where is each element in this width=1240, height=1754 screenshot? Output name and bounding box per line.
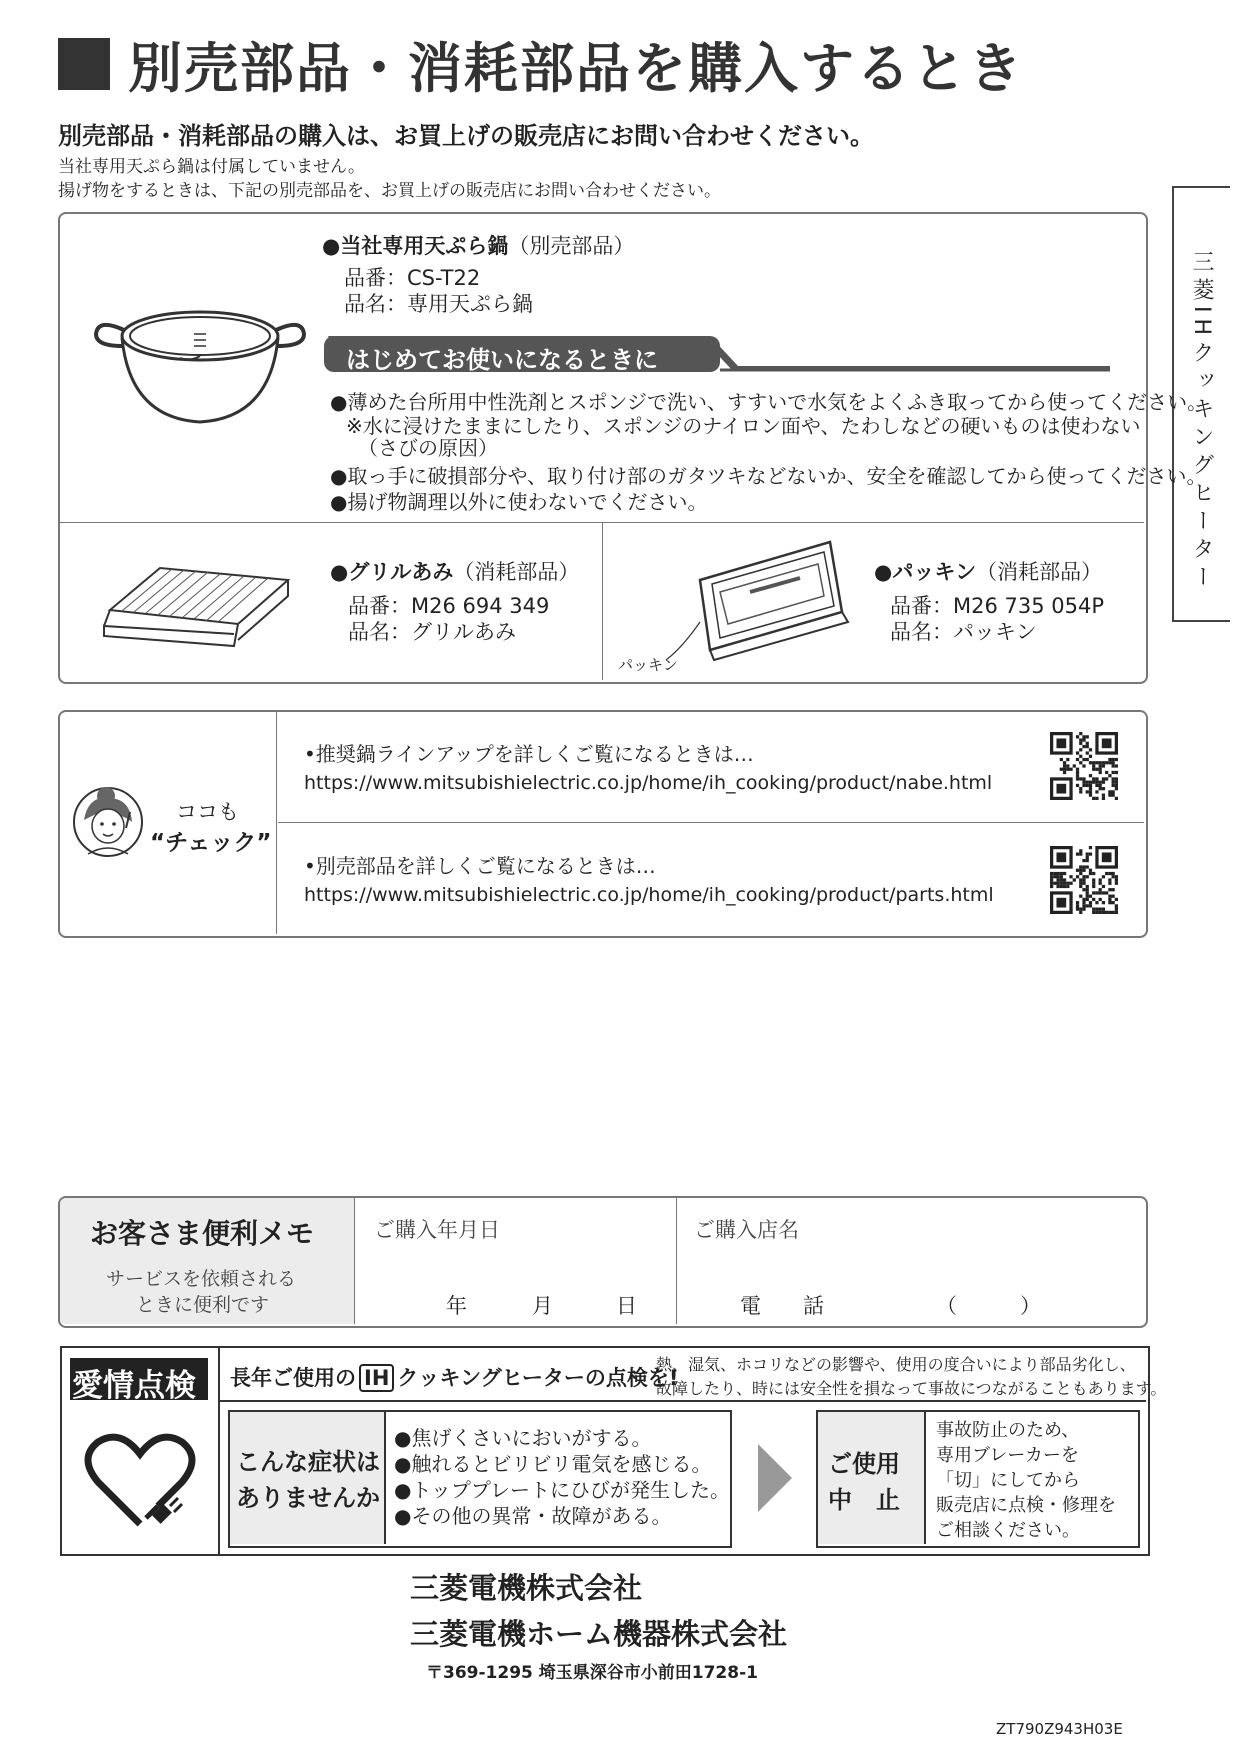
memo-title: お客さま便利メモ xyxy=(90,1217,315,1250)
symptom-title-1: こんな症状は xyxy=(236,1448,380,1476)
memo-tel-paren: （ ） xyxy=(936,1294,1041,1318)
memo-tel-label: 電 話 xyxy=(740,1294,824,1318)
company-name-1: 三菱電機株式会社 xyxy=(410,1571,643,1605)
aijo-headline: 長年ご使用の IH クッキングヒーターの点検を! xyxy=(230,1366,679,1390)
memo-divider-1 xyxy=(354,1198,355,1324)
stop-advice-3: 「切」にしてから xyxy=(936,1470,1080,1491)
first-use-banner-label: はじめてお使いになるときに xyxy=(346,346,658,374)
packing-callout-label: パッキン xyxy=(618,656,678,674)
symptom-check-4: ●その他の異常・故障がある。 xyxy=(394,1504,672,1528)
packing-door-image xyxy=(690,540,860,662)
tempura-pot-image xyxy=(90,298,310,438)
symptom-check-3: ●トッププレートにひびが発生した。 xyxy=(394,1478,731,1502)
symptom-divider xyxy=(384,1412,386,1544)
arrow-right-icon xyxy=(756,1442,794,1514)
check-item-1-text: •推奨鍋ラインアップを詳しくご覧になるときは… xyxy=(304,742,754,766)
grill-heading: ●グリルあみ（消耗部品） xyxy=(330,560,580,584)
packing-part-name: 品名：パッキン xyxy=(890,620,1037,644)
company-address: 〒369-1295 埼玉県深谷市小前田1728-1 xyxy=(426,1663,758,1683)
grill-part-name: 品名：グリルあみ xyxy=(348,620,516,644)
stop-advice-4: 販売店に点検・修理を xyxy=(936,1495,1116,1516)
check-label-2: “チェック” xyxy=(150,830,272,856)
parts-divider-v xyxy=(602,522,603,680)
sub-text-2: 揚げ物をするときは、下記の別売部品を、お買上げの販売店にお問い合わせください。 xyxy=(58,181,721,201)
check-divider-h xyxy=(278,822,1144,823)
side-tab-label: 三菱IHクッキングヒーター xyxy=(1189,250,1214,594)
tempura-note-2: ※水に浸けたままにしたり、スポンジのナイロン面や、たわしなどの硬いものは使わない xyxy=(346,414,1141,438)
stop-title-1: ご使用 xyxy=(828,1450,900,1478)
qr-code-icon-parts[interactable] xyxy=(1050,846,1118,914)
check-divider-v xyxy=(276,712,277,934)
memo-purchase-date-label: ご購入年月日 xyxy=(374,1218,500,1242)
aijo-badge: 愛情点検 xyxy=(72,1368,196,1404)
tempura-note-3: （さびの原因） xyxy=(358,436,498,460)
memo-shop-label: ご購入店名 xyxy=(694,1218,799,1242)
stop-divider xyxy=(924,1412,926,1544)
tempura-note-5: ●揚げ物調理以外に使わないでください。 xyxy=(330,490,708,514)
symptom-title-2: ありませんか xyxy=(236,1484,380,1512)
check-item-2-url[interactable]: https://www.mitsubishielectric.co.jp/home/ih_cooking/product/parts.html xyxy=(304,884,994,906)
tempura-note-4: ●取っ手に破損部分や、取り付け部のガタツキなどないか、安全を確認してから使ってください。 xyxy=(330,464,1207,488)
tempura-heading: ●当社専用天ぷら鍋（別売部品） xyxy=(322,234,635,258)
packing-part-no: 品番：M26 735 054P xyxy=(890,594,1105,618)
memo-year: 年 xyxy=(446,1294,467,1318)
tempura-part-name: 品名：専用天ぷら鍋 xyxy=(344,292,533,316)
title-square-mark xyxy=(58,38,110,90)
stop-advice-5: ご相談ください。 xyxy=(936,1520,1080,1541)
check-item-2-text: •別売部品を詳しくご覧になるときは… xyxy=(304,854,656,878)
stop-advice-2: 専用ブレーカーを xyxy=(936,1445,1079,1466)
grill-rack-image xyxy=(100,560,296,656)
tempura-part-no: 品番：CS-T22 xyxy=(344,266,481,290)
document-code: ZT790Z943H03E xyxy=(996,1720,1123,1738)
memo-month: 月 xyxy=(532,1294,553,1318)
packing-heading: ●パッキン（消耗部品） xyxy=(874,560,1103,584)
memo-desc-1: サービスを依頼される xyxy=(106,1268,297,1290)
memo-day: 日 xyxy=(616,1294,637,1318)
heart-plug-icon xyxy=(84,1432,196,1532)
sub-text-1: 当社専用天ぷら鍋は付属していません。 xyxy=(58,157,366,177)
symptom-check-1: ●焦げくさいにおいがする。 xyxy=(394,1426,652,1450)
stop-advice-1: 事故防止のため、 xyxy=(936,1420,1080,1441)
aijo-note-2: 故障したり、時には安全性を損なって事故につながることもあります。 xyxy=(656,1379,1167,1398)
memo-desc-2: ときに便利です xyxy=(136,1294,270,1316)
woman-avatar-icon xyxy=(72,784,144,858)
page-title: 別売部品・消耗部品を購入するとき xyxy=(128,37,1024,100)
lead-text: 別売部品・消耗部品の購入は、お買上げの販売店にお問い合わせください。 xyxy=(58,122,874,150)
grill-part-no: 品番：M26 694 349 xyxy=(348,594,550,618)
tempura-note-1: ●薄めた台所用中性洗剤とスポンジで洗い、すすいで水気をよくふき取ってから使ってください。 xyxy=(330,390,1208,414)
stop-title-2: 中 止 xyxy=(828,1486,900,1514)
aijo-note-1: 熱、湿気、ホコリなどの影響や、使用の度合いにより部品劣化し、 xyxy=(656,1355,1136,1374)
check-label-1: ココも xyxy=(176,800,239,824)
aijo-divider-v xyxy=(218,1348,220,1554)
memo-divider-2 xyxy=(676,1198,677,1324)
company-name-2: 三菱電機ホーム機器株式会社 xyxy=(410,1617,788,1651)
qr-code-icon-nabe[interactable] xyxy=(1050,732,1118,800)
aijo-divider-h xyxy=(220,1400,1146,1402)
symptom-check-2: ●触れるとビリビリ電気を感じる。 xyxy=(394,1452,712,1476)
check-item-1-url[interactable]: https://www.mitsubishielectric.co.jp/home/ih_cooking/product/nabe.html xyxy=(304,772,993,794)
